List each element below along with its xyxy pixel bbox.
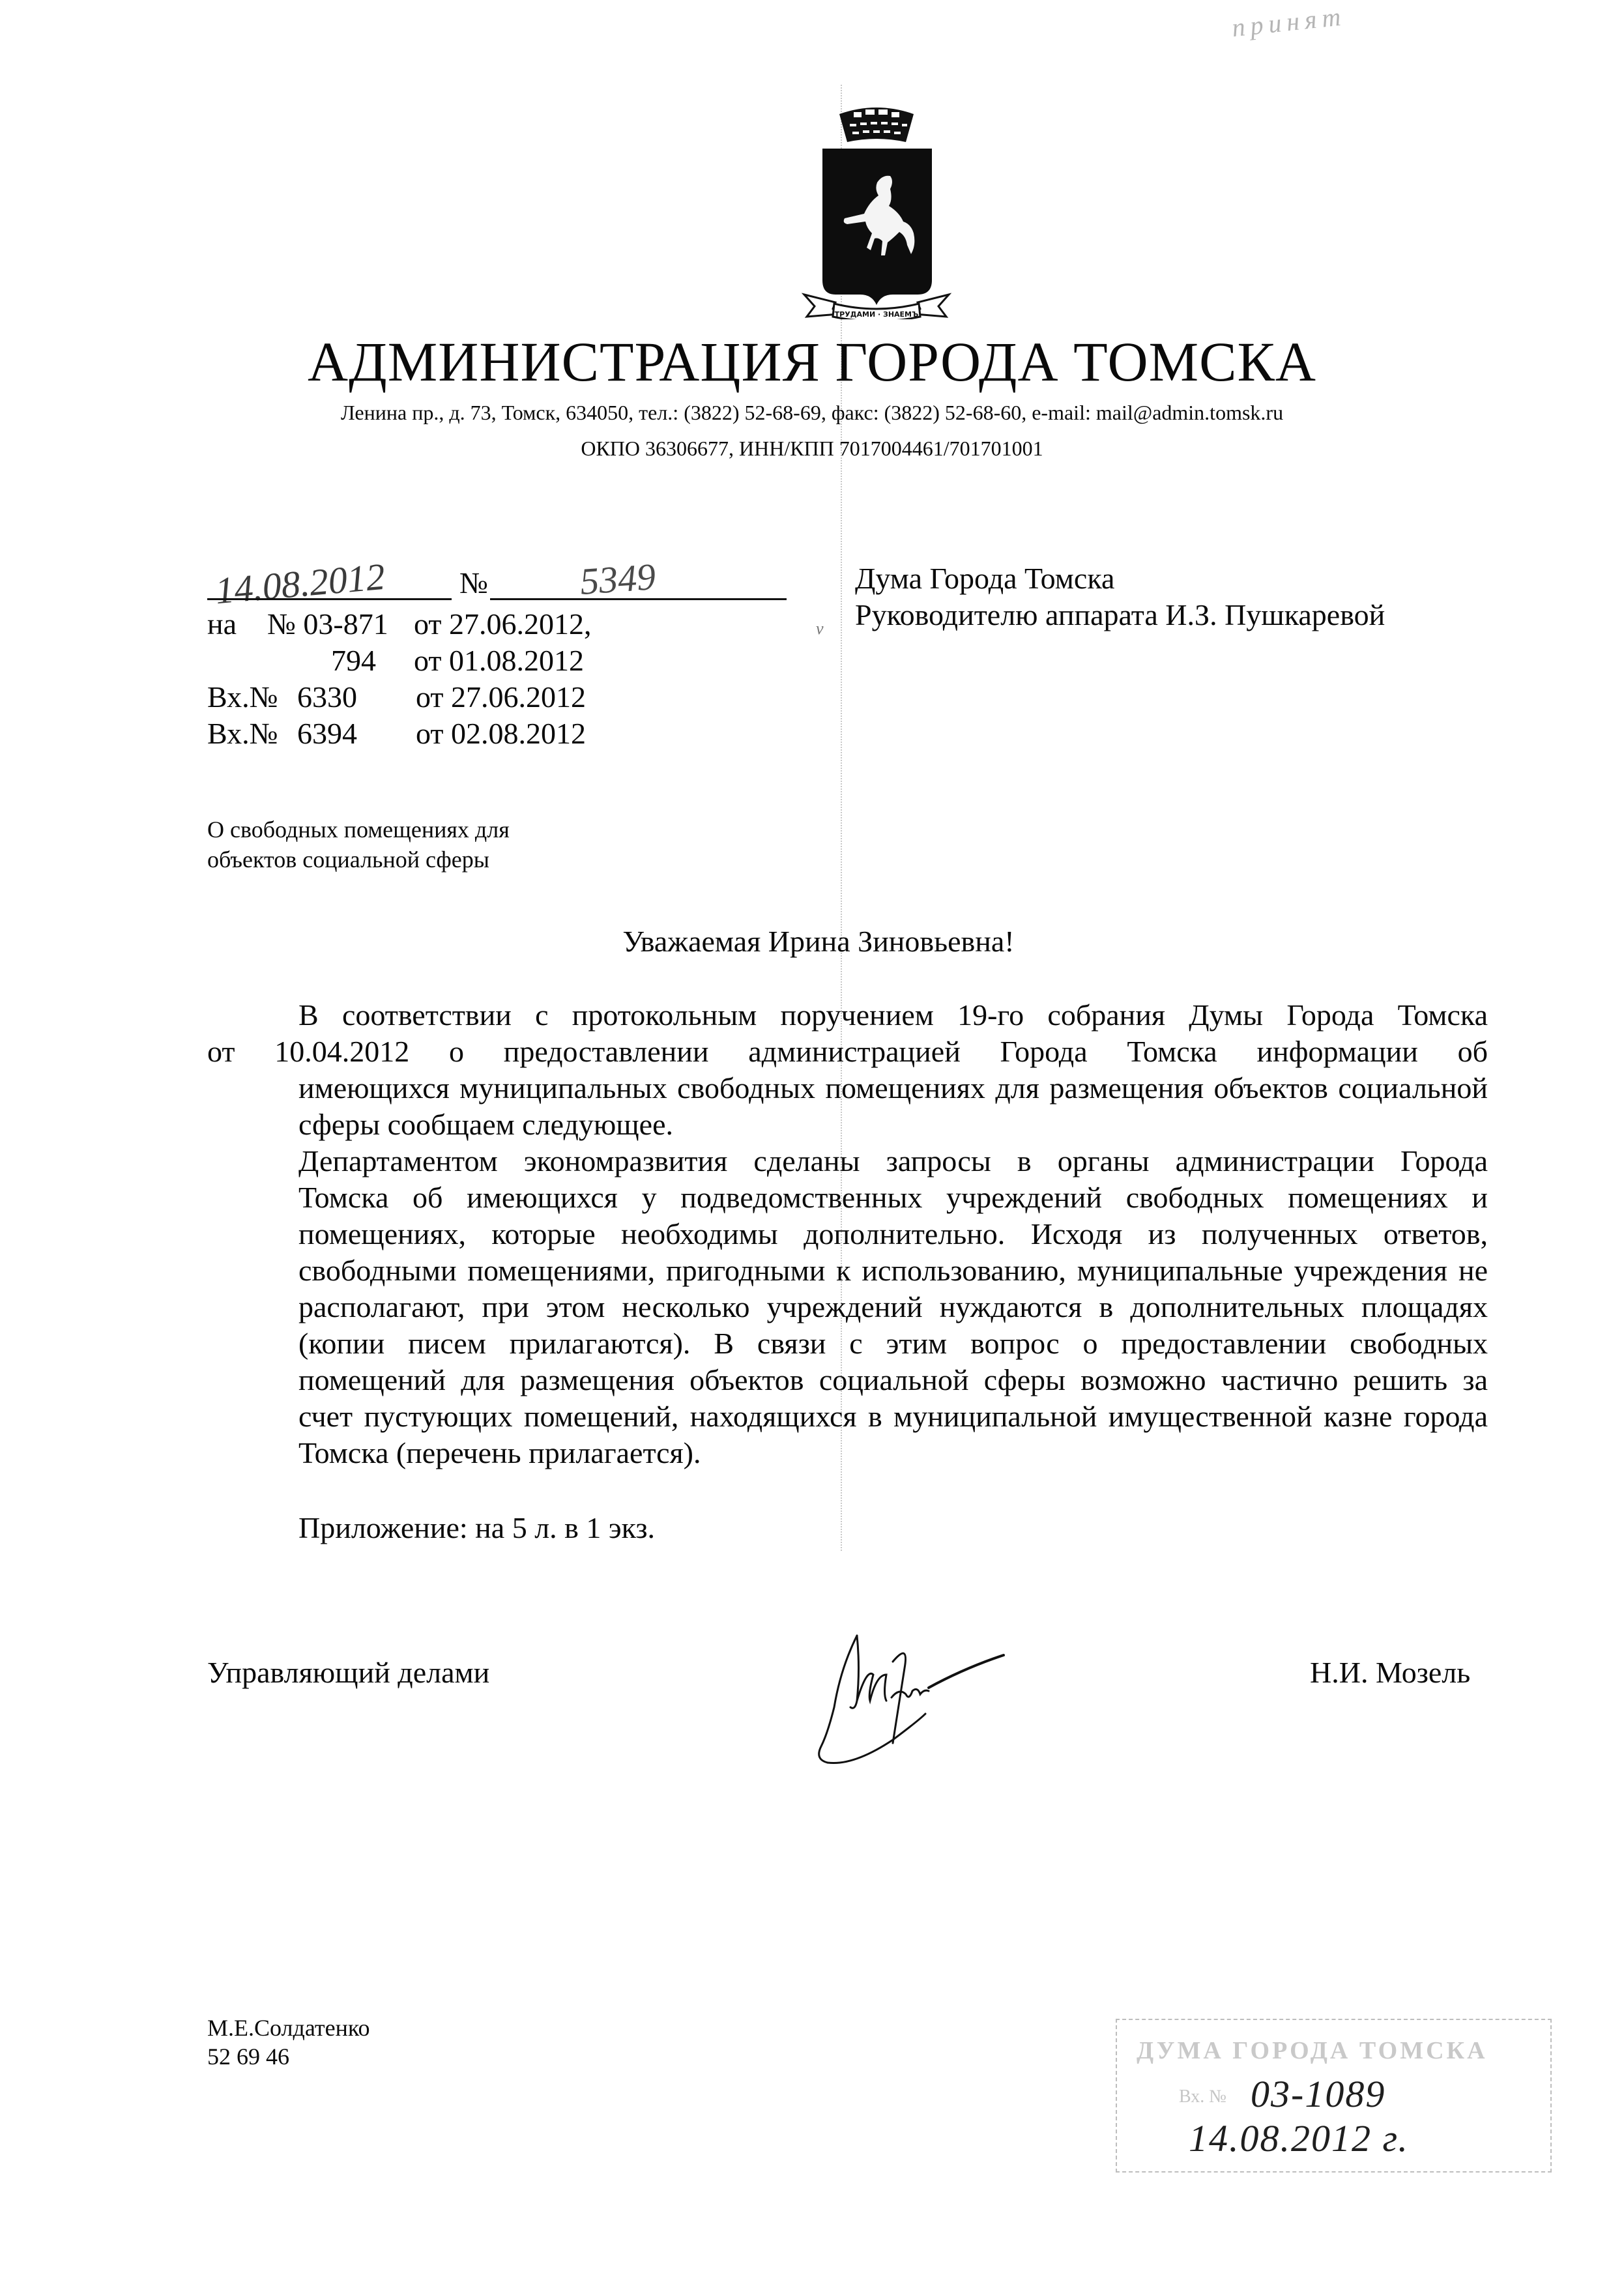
body-line: Департаментом экономразвития сделаны запросы в органы администрации Города <box>298 1144 1488 1177</box>
body-paragraph <box>207 1143 1488 1471</box>
stamp-incoming-date: 14.08.2012 г. <box>1189 2117 1409 2159</box>
reference-row <box>207 643 592 679</box>
reference-prefix <box>207 643 331 679</box>
body-line: от 10.04.2012 о предоставлении администрацией Города Томска информации об <box>207 1035 1488 1068</box>
body-line: свободными помещениями, пригодными к использованию, муниципальные учреждения не <box>298 1254 1488 1287</box>
stamp-incoming-number: 03-1089 <box>1251 2073 1386 2115</box>
date-underline <box>207 598 452 600</box>
signatory-title: Управляющий делами <box>207 1656 490 1689</box>
executor-block <box>207 2014 370 2071</box>
reference-row <box>207 715 592 752</box>
letter-body <box>207 997 1488 1471</box>
reference-list <box>207 606 592 752</box>
addressee-person: Руководителю аппарата И.З. Пушкаревой <box>855 598 1385 631</box>
attachment-note: Приложение: на 5 л. в 1 экз. <box>298 1511 656 1544</box>
reference-row <box>207 679 592 715</box>
svg-text:ТРУДАМИ · ЗНАЕМЪ: ТРУДАМИ · ЗНАЕМЪ <box>834 310 919 319</box>
handwritten-corner-note: принят <box>1230 1 1348 43</box>
executor-name: М.Е.Солдатенко <box>207 2015 370 2041</box>
body-line: В соответствии с протокольным поручением 19-го собрания Думы Города Томска <box>298 998 1488 1032</box>
number-sign-label: № <box>459 566 488 599</box>
reference-prefix: Вх.№ <box>207 717 278 750</box>
pencil-check-mark: v <box>816 619 824 638</box>
reference-number: № 03-871 <box>267 607 388 641</box>
reference-prefix: на <box>207 607 237 641</box>
addressee-organization: Дума Города Томска <box>855 562 1115 595</box>
reference-row <box>207 606 592 643</box>
body-line: (копии писем прилагаются). В связи с этим вопрос о предоставлении свободных <box>298 1327 1488 1360</box>
reference-date: от 27.06.2012, <box>414 607 592 641</box>
organization-ids: ОКПО 36306677, ИНН/КПП 7017004461/701701001 <box>581 437 1043 460</box>
subject-line: объектов социальной сферы <box>207 846 489 873</box>
reference-date: от 27.06.2012 <box>416 680 586 714</box>
signatory-name: Н.И. Мозель <box>1310 1656 1471 1689</box>
reference-number: 6394 <box>297 717 357 750</box>
body-line: счет пустующих помещений, находящихся в муниципальной имущественной казне города <box>298 1400 1488 1433</box>
organization-address: Ленина пр., д. 73, Томск, 634050, тел.: (3822) 52-68-69, факс: (3822) 52-68-60, e-mail: mail@admin.tomsk.ru <box>340 401 1284 424</box>
body-line: Томска (перечень прилагается). <box>298 1436 701 1469</box>
reference-date: от 02.08.2012 <box>416 717 586 750</box>
reference-prefix: Вх.№ <box>207 680 278 714</box>
body-line: помещений для размещения объектов социальной сферы возможно частично решить за <box>298 1363 1488 1396</box>
body-line: сферы сообщаем следующее. <box>298 1108 673 1141</box>
reference-number: 794 <box>331 644 376 677</box>
outgoing-date-handwritten: 14.08.2012 <box>213 555 387 613</box>
addressee-block <box>855 560 1385 633</box>
subject-line: О свободных помещениях для <box>207 816 510 843</box>
body-line: помещениях, которые необходимы дополнительно. Исходя из полученных ответов, <box>298 1217 1488 1250</box>
letter-subject <box>207 815 510 874</box>
organization-title: АДМИНИСТРАЦИЯ ГОРОДА ТОМСКА <box>308 330 1316 393</box>
body-paragraph <box>207 997 1488 1143</box>
stamp-header: ДУМА ГОРОДА ТОМСКА <box>1137 2037 1488 2064</box>
handwritten-signature-icon <box>795 1629 1108 1785</box>
body-line: Томска об имеющихся у подведомственных учреждений свободных помещениях и <box>298 1181 1488 1214</box>
reference-date: от 01.08.2012 <box>414 644 584 677</box>
executor-phone: 52 69 46 <box>207 2044 289 2070</box>
crown-icon <box>839 108 914 142</box>
incoming-registration-stamp <box>1116 2019 1552 2173</box>
body-line: имеющихся муниципальных свободных помещениях для размещения объектов социальной <box>298 1071 1488 1105</box>
outgoing-number-handwritten: 5349 <box>578 555 658 603</box>
tomsk-coat-of-arms-icon <box>802 85 951 319</box>
body-line: располагают, при этом несколько учреждений нуждаются в дополнительных площадях <box>298 1290 1488 1323</box>
reference-number: 6330 <box>297 680 357 714</box>
salutation: Уважаемая Ирина Зиновьевна! <box>622 925 1015 958</box>
stamp-number-label: Вх. № <box>1179 2087 1227 2107</box>
